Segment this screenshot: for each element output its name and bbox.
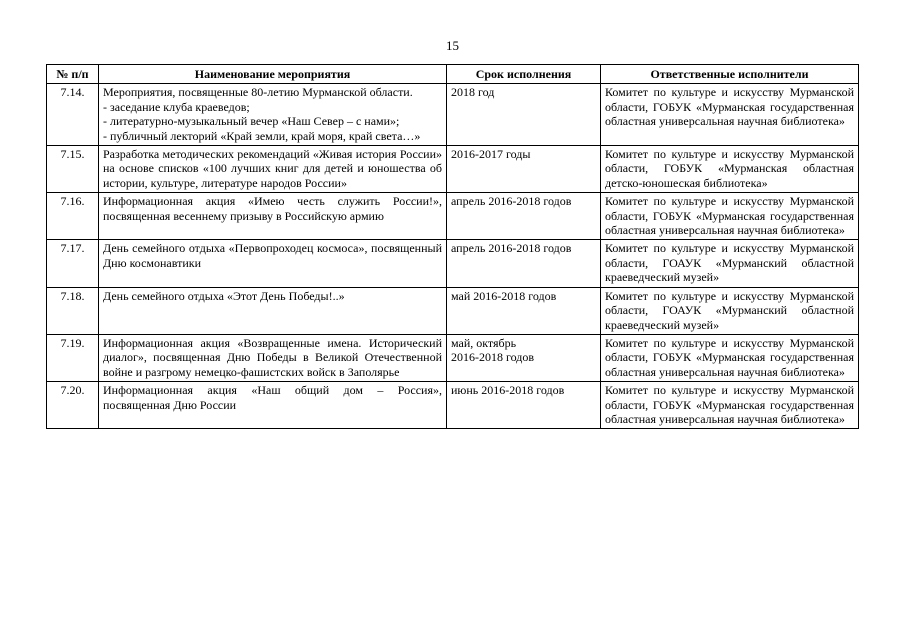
event-term-line: апрель 2016-2018 годов bbox=[451, 194, 572, 209]
event-name-line: - публичный лекторий «Край земли, край моря, край света…» bbox=[103, 128, 421, 143]
event-term-line: 2016-2017 годы bbox=[451, 147, 531, 162]
event-executors: Комитет по культуре и искусству Мурманской области, ГОАУК «Мурманский областной краеведческий музей» bbox=[601, 287, 859, 334]
event-term-line: апрель 2016-2018 годов bbox=[451, 241, 572, 256]
event-term-line: май 2016-2018 годов bbox=[451, 288, 557, 303]
event-name-line: Мероприятия, посвященные 80-летию Мурманской области. bbox=[103, 85, 413, 100]
row-number: 7.18. bbox=[47, 287, 99, 334]
header-term: Срок исполнения bbox=[447, 65, 601, 84]
header-exec: Ответственные исполнители bbox=[601, 65, 859, 84]
event-name bbox=[99, 240, 447, 287]
event-name-line: Информационная акция «Наш общий дом – Россия», посвященная Дню России bbox=[103, 383, 442, 412]
table-row bbox=[47, 334, 859, 381]
event-executors: Комитет по культуре и искусству Мурманской области, ГОАУК «Мурманский областной краеведческий музей» bbox=[601, 240, 859, 287]
header-name: Наименование мероприятия bbox=[99, 65, 447, 84]
events-table bbox=[46, 64, 859, 429]
row-number: 7.19. bbox=[47, 334, 99, 381]
table-body bbox=[47, 84, 859, 429]
row-number: 7.17. bbox=[47, 240, 99, 287]
event-term-line: июнь 2016-2018 годов bbox=[451, 383, 565, 398]
event-name-line: Информационная акция «Имею честь служить России!», посвященная весеннему призыву в Российскую армию bbox=[103, 194, 442, 223]
row-number: 7.14. bbox=[47, 84, 99, 146]
event-term-line: 2016-2018 годов bbox=[451, 350, 535, 365]
event-name-line: - литературно-музыкальный вечер «Наш Север – с нами»; bbox=[103, 114, 400, 129]
table-row bbox=[47, 84, 859, 146]
event-term bbox=[447, 287, 601, 334]
table-row bbox=[47, 287, 859, 334]
event-term bbox=[447, 193, 601, 240]
header-num: № п/п bbox=[47, 65, 99, 84]
event-name bbox=[99, 382, 447, 429]
event-name-line: День семейного отдыха «Этот День Победы!..» bbox=[103, 288, 345, 303]
table-row bbox=[47, 240, 859, 287]
event-name bbox=[99, 334, 447, 381]
event-term-line: май, октябрь bbox=[451, 335, 517, 350]
row-number: 7.20. bbox=[47, 382, 99, 429]
table-header-row bbox=[47, 65, 859, 84]
event-executors: Комитет по культуре и искусству Мурманской области, ГОБУК «Мурманская областная детско-юношеская библиотека» bbox=[601, 146, 859, 193]
page-number: 15 bbox=[446, 38, 459, 53]
event-name bbox=[99, 84, 447, 146]
event-name-line: - заседание клуба краеведов; bbox=[103, 99, 250, 114]
event-term bbox=[447, 146, 601, 193]
event-executors: Комитет по культуре и искусству Мурманской области, ГОБУК «Мурманская государственная областная универсальная научная библиотека» bbox=[601, 193, 859, 240]
event-name bbox=[99, 193, 447, 240]
event-term bbox=[447, 240, 601, 287]
event-name-line: Информационная акция «Возвращенные имена. Исторический диалог», посвященная Дню Победы в Великой Отечественной войне и разгрому немецко-фашистских войск в Заполярье bbox=[103, 335, 442, 379]
event-term bbox=[447, 84, 601, 146]
event-term-line: 2018 год bbox=[451, 85, 495, 100]
event-name-line: День семейного отдыха «Первопроходец космоса», посвященный Дню космонавтики bbox=[103, 241, 442, 270]
event-name bbox=[99, 287, 447, 334]
event-executors: Комитет по культуре и искусству Мурманской области, ГОБУК «Мурманская государственная областная универсальная научная библиотека» bbox=[601, 84, 859, 146]
event-executors: Комитет по культуре и искусству Мурманской области, ГОБУК «Мурманская государственная областная универсальная научная библиотека» bbox=[601, 382, 859, 429]
event-executors: Комитет по культуре и искусству Мурманской области, ГОБУК «Мурманская государственная областная универсальная научная библиотека» bbox=[601, 334, 859, 381]
row-number: 7.16. bbox=[47, 193, 99, 240]
row-number: 7.15. bbox=[47, 146, 99, 193]
table-row bbox=[47, 193, 859, 240]
event-term bbox=[447, 382, 601, 429]
event-name-line: Разработка методических рекомендаций «Живая история России» на основе списков «100 лучших книг для детей и юношества об истории, культуре, литературе народов России» bbox=[103, 147, 442, 190]
event-term bbox=[447, 334, 601, 381]
table-row bbox=[47, 146, 859, 193]
event-name bbox=[99, 146, 447, 193]
table-row bbox=[47, 382, 859, 429]
